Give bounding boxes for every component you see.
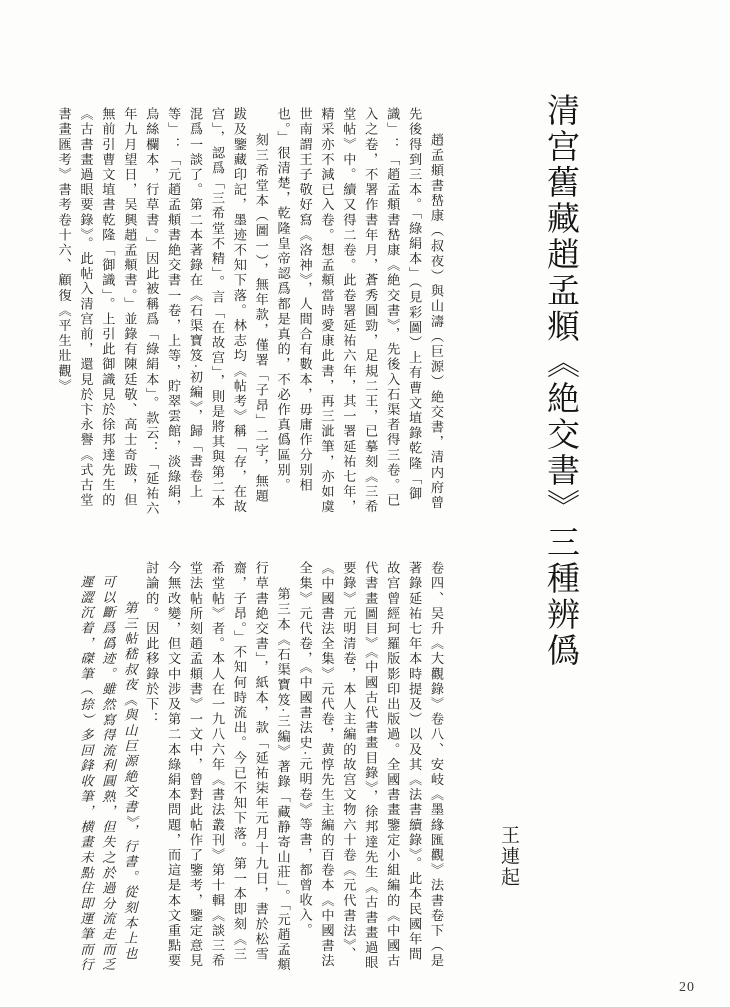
page-number: 20 bbox=[679, 980, 695, 995]
body-text-block-bottom bbox=[75, 561, 447, 977]
paragraph-2: 刻三希堂本（圖一），無年款，僅署「子昂」二字，無題跋及鑒藏印記，墨迹不知下落。林志均《帖考》稱「存，在故宫」，認爲「三希堂不精」。言「在故宫」，則是將其與第二本混爲一談了。第二本著錄在《石渠寶笈·初編》，歸「書卷上等」：「元趙孟頫書絶交書一卷，上等，貯翠雲館，淡綠絹，烏絲欄本，行草書。」因此被稱爲「綠絹本」。款云：「延祐六年九月望日，吴興趙孟頫書。」並錄有陳廷敬、高士奇跋，但無前引曹文埴書乾隆「御識」。上引此御識見於徐邦達先生的《古書畫過眼要錄》。此帖入清宫前，還見於卞永譽《式古堂書畫匯考》書考卷十六、顧復《平生壯觀》 bbox=[56, 107, 269, 517]
author-name: 王連起 bbox=[498, 825, 519, 888]
article-title: 清宫舊藏趙孟頫《絶交書》三種辨僞 bbox=[542, 93, 578, 669]
paragraph-4: 第三本《石渠寶笈·三編》著錄「藏静寄山莊」。「元趙孟頫行草書絶交書」，紙本，款「延祐柒年元月十九日，書於松雪齋，子昂。」不知何時流出。今已不知下落。第一本即刻《三希堂帖》者。本人在一九八六年《書法叢刊》第十輯《談三希堂法帖所刻趙孟頫書》一文中，曾對此帖作了鑒考，鑒定意見今無改變，但文中涉及第二本綠絹本問題，而這是本文重點要討論的。因此移錄於下： bbox=[144, 561, 291, 974]
block-quotation: 第三帖嵇叔夜《與山巨源絶交書》，行書。從刻本上也可以斷爲僞迹。雖然寫得流利圓熟，但失之於過分流走而乏遲澀沉着，磔筆（捺）多回鋒收筆，横畫未點住即運筆而行 bbox=[78, 575, 138, 973]
paragraph-1: 趙孟頫書嵆康（叔夜）與山濤（巨源）絶交書，清内府曾先後得到三本。「綠絹本」（見彩圖）上有曹文埴錄乾隆「御識」：「趙孟頫書嵆康《絶交書》，先後入石渠者得三卷。已入之卷，不署作書年月，蒼秀圓勁，足規二王，已摹刻《三希堂帖》中。續又得二卷。此卷署延祐六年，其一署延祐七年，精采亦不減已入卷。想孟頫當時愛康此書，再三泚筆，亦如虞世南謂王子敬好寫《洛神》，人間合有數本，毋庸作分别相也。」很清楚，乾隆皇帝認爲都是真的，不必作真僞區别。 bbox=[275, 107, 444, 515]
body-text-block-top bbox=[53, 107, 447, 519]
paragraph-3-continuation: 卷四、吴升《大觀錄》卷八、安岐《墨緣匯觀》法書卷下（是著錄延祐七年本時提及）以及其《法書續錄》。此本民國年間故宫曾經珂羅版影印出版過。全國書畫鑒定小組編的《中國古代書畫圖目》《中國古代書畫目錄》，徐邦達先生《古書畫過眼要錄》元明清卷，本人主編的故宫文物六十卷《元代書法》、《中國書法全集》元代卷，黄惇先生主編的百卷本《中國書法全集》元代卷，《中國書法史·元明卷》等書，都曾收入。 bbox=[297, 561, 444, 971]
